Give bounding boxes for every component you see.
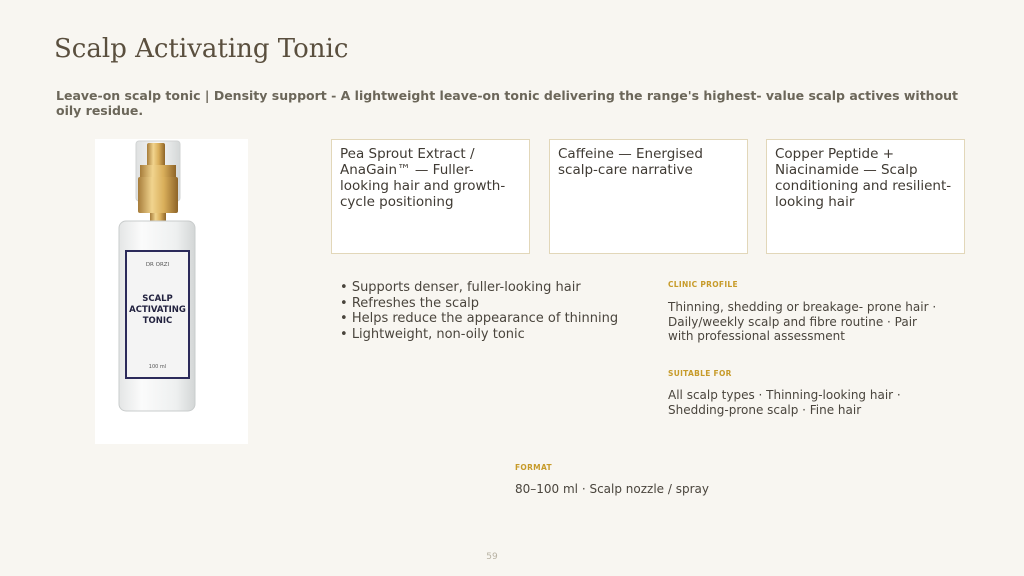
benefits-list bbox=[340, 280, 618, 342]
benefit-item: • Supports denser, fuller-looking hair bbox=[340, 280, 618, 296]
benefit-item: • Refreshes the scalp bbox=[340, 296, 618, 312]
benefit-item: • Helps reduce the appearance of thinning bbox=[340, 311, 618, 327]
page-title: Scalp Activating Tonic bbox=[54, 34, 349, 64]
page-number: 59 bbox=[486, 552, 498, 562]
ingredient-card: Caffeine — Energised scalp-care narrative bbox=[549, 139, 748, 254]
suitable-for-label: SUITABLE FOR bbox=[668, 369, 732, 378]
bottle-name-line: SCALP bbox=[142, 294, 173, 304]
format-label: FORMAT bbox=[515, 463, 552, 472]
format-text: 80–100 ml · Scalp nozzle / spray bbox=[515, 482, 709, 496]
bottle-illustration bbox=[95, 139, 248, 444]
bottle-name-line: TONIC bbox=[142, 316, 173, 326]
bottle-name-line: ACTIVATING bbox=[129, 305, 186, 315]
bottle-brand: DR ORZI bbox=[145, 262, 170, 268]
ingredient-card: Pea Sprout Extract / AnaGain™ — Fuller-looking hair and growth-cycle positioning bbox=[331, 139, 530, 254]
benefit-item: • Lightweight, non-oily tonic bbox=[340, 327, 618, 343]
ingredient-card: Copper Peptide + Niacinamide — Scalp conditioning and resilient-looking hair bbox=[766, 139, 965, 254]
clinic-profile-label: CLINIC PROFILE bbox=[668, 280, 738, 289]
suitable-for-text: All scalp types · Thinning-looking hair · Shedding-prone scalp · Fine hair bbox=[668, 388, 901, 417]
bottle-volume: 100 ml bbox=[148, 364, 167, 370]
clinic-profile-text: Thinning, shedding or breakage- prone hair · Daily/weekly scalp and fibre routine · Pair with professional assessment bbox=[668, 300, 937, 343]
page-subtitle: Leave-on scalp tonic | Density support - A lightweight leave-on tonic delivering the range's highest- value scalp actives without oily residue. bbox=[56, 88, 959, 118]
product-image bbox=[95, 139, 248, 444]
